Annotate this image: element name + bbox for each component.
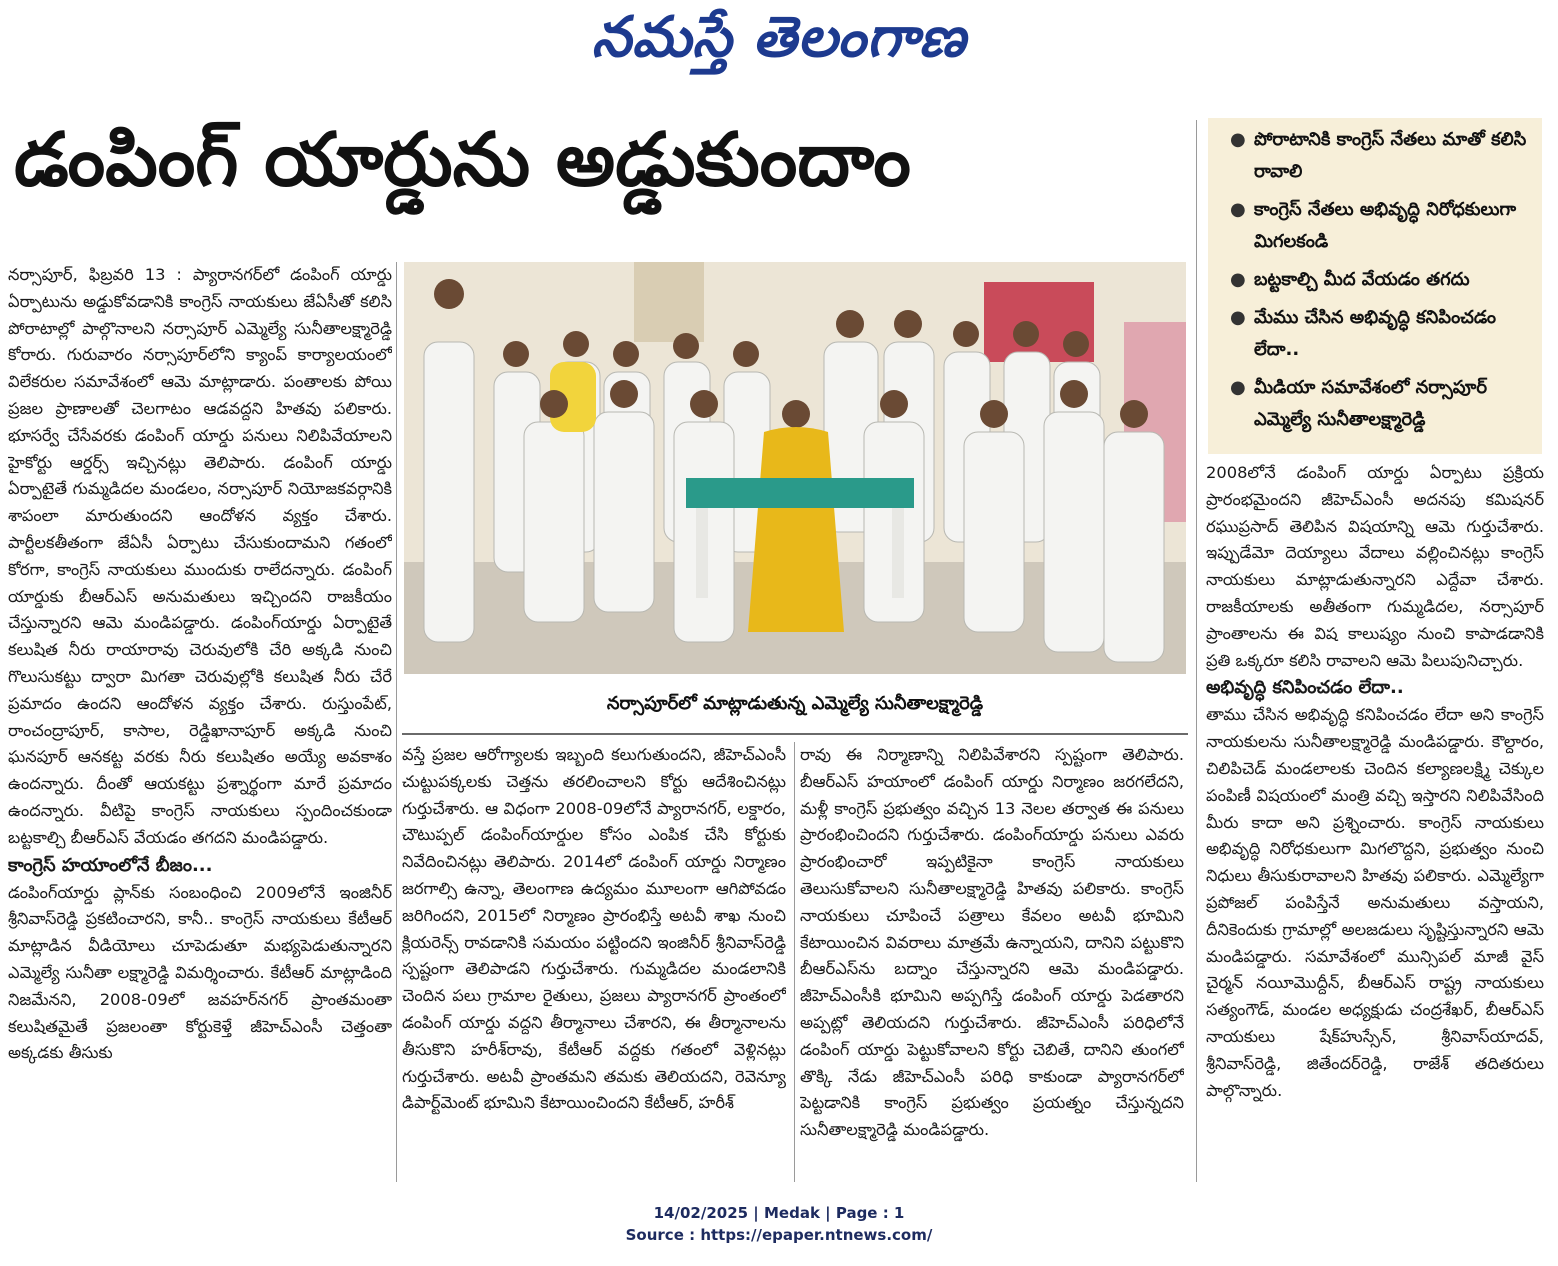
highlight-item: ● కాంగ్రెస్ నేతలు అభివృద్ధి నిరోధకులుగా మిగలకండి [1224, 194, 1532, 258]
article-column-2 [402, 742, 786, 1182]
masthead-logo: నమస్తే తెలంగాణ [591, 4, 967, 70]
highlights-box [1208, 118, 1542, 454]
bullet-icon: ● [1230, 129, 1246, 150]
footer-date-edition: 14/02/2025 | Medak | Page : 1 [653, 1204, 905, 1222]
column-divider [396, 262, 397, 1182]
highlight-item: ● బట్టకాల్చి మీద వేయడం తగదు [1224, 264, 1532, 296]
highlights-list [1224, 124, 1532, 436]
column-divider [794, 742, 795, 1182]
news-photo [404, 262, 1186, 674]
bullet-icon: ● [1230, 307, 1246, 328]
group-photo-illustration [404, 262, 1186, 674]
subheading: కాంగ్రెస్ హయాంలోనే బీజం... [8, 854, 213, 876]
highlight-item: ● మేము చేసిన అభివృద్ధి కనిపించడం లేదా.. [1224, 302, 1532, 366]
subheading: అభివృద్ధి కనిపించడం లేదా.. [1206, 677, 1404, 699]
bullet-icon: ● [1230, 377, 1246, 398]
article-column-4 [1206, 460, 1544, 1182]
article-paragraph: వస్తే ప్రజల ఆరోగ్యాలకు ఇబ్బంది కలుగుతుందని, జీహెచ్‌ఎంసీ చుట్టుపక్కలకు చెత్తను తరలించాలని కోర్టు ఆదేశించినట్లు గుర్తుచేశారు. ఆ విధంగా 2008-09లోనే ప్యారానగర్, లక్డారం, చౌటుప్పల్ డంపింగ్‌యార్డుల కోసం ఎంపిక చేసి కోర్టుకు నివేదించినట్లు తెలిపారు. 2014లో డంపింగ్ యార్డు నిర్మాణం జరగాల్సి ఉన్నా, తెలంగాణ ఉద్యమం మూలంగా ఆగిపోవడం జరిగిందని, 2015లో నిర్మాణం ప్రారంభిస్తే అటవీ శాఖ నుంచి క్లియరెన్స్ రావడానికి సమయం పట్టిందని ఇంజినీర్ శ్రీనివాస్‌రెడ్డి స్పష్టంగా తెలిపాడని గుర్తుచేశారు. గుమ్మడిదల మండలానికి చెందిన పలు గ్రామాల రైతులు, ప్రజలు ప్యారానగర్ ప్రాంతంలో డంపింగ్ యార్డు వద్దని తీర్మానాలు చేశారని, ఈ తీర్మానాలను తీసుకొని హరీశ్‌రావు, కేటీఆర్ వద్దకు గతంలో వెళ్లినట్లు గుర్తుచేశారు. అటవీ ప్రాంతమని తమకు తెలియదని, రెవెన్యూ డిపార్ట్‌మెంట్ భూమిని కేటాయించిందని కేటీఆర్, హరీశ్ [402, 745, 786, 1113]
caption-divider [402, 733, 1188, 735]
article-column-1 [8, 262, 392, 1182]
photo-caption: నర్సాపూర్‌లో మాట్లాడుతున్న ఎమ్మెల్యే సునీతాలక్ష్మారెడ్డి [606, 693, 984, 714]
column-divider [1196, 120, 1197, 1182]
article-paragraph: తాము చేసిన అభివృద్ధి కనిపించడం లేదా అని కాంగ్రెస్ నాయకులను సునీతాలక్ష్మారెడ్డి మండిపడ్డారు. కౌల్దారం, చిలిపిచెడ్ మండలాలకు చెందిన కల్యాణలక్ష్మి చెక్కుల పంపిణీ విషయంలో మంత్రి వచ్చి ఇస్తారని నిలిపివేసింది మీరు కాదా అని ప్రశ్నించారు. కాంగ్రెస్ నాయకులు అభివృద్ధి నిరోధకులుగా మిగలొద్దని, ప్రభుత్వం నుంచి నిధులు తీసుకురావాలని హితవు పలికారు. ఎమ్మెల్యేగా ప్రపోజల్ పంపిస్తేనే అనుమతులు వస్తాయని, దీనికెందుకు గ్రామాల్లో అలజడులు సృష్టిస్తున్నారని ఆమె మండిపడ్డారు. సమావేశంలో మున్సిపల్ మాజీ వైస్ చైర్మన్ నయీమొద్దీన్, బీఆర్ఎస్ రాష్ట్ర నాయకులు సత్యంగౌడ్, మండల అధ్యక్షుడు చంద్రశేఖర్, బీఆర్ఎస్ నాయకులు షేక్‌హుస్సేన్, శ్రీనివాస్‌యాదవ్, శ్రీనివాస్‌రెడ్డి, జితేందర్‌రెడ్డి, రాజేశ్ తదితరులు పాల్గొన్నారు. [1206, 705, 1544, 1100]
article-paragraph: 2008లోనే డంపింగ్ యార్డు ఏర్పాటు ప్రక్రియ ప్రారంభమైందని జీహెచ్‌ఎంసీ అదనపు కమిషనర్ రఘుప్రసాద్ తెలిపిన విషయాన్ని ఆమె గుర్తుచేశారు. ఇప్పుడేమో దెయ్యాలు వేదాలు వల్లించినట్లు కాంగ్రెస్ నాయకులు మాట్లాడుతున్నారని ఎద్దేవా చేశారు. రాజకీయాలకు అతీతంగా గుమ్మడిదల, నర్సాపూర్ ప్రాంతాలను ఈ విష కాలుష్యం నుంచి కాపాడడానికి ప్రతి ఒక్కరూ కలిసి రావాలని ఆమె పిలుపునిచ్చారు. [1206, 463, 1544, 670]
bullet-icon: ● [1230, 269, 1246, 290]
bullet-icon: ● [1230, 199, 1246, 220]
article-paragraph: డంపింగ్‌యార్డు ప్లాన్‌కు సంబంధించి 2009లోనే ఇంజినీర్ శ్రీనివాస్‌రెడ్డి ప్రకటించారని, కానీ.. కాంగ్రెస్ నాయకులు కేటీఆర్ మాట్లాడిన వీడియోలు చూపెడుతూ మభ్యపెడుతున్నారని ఎమ్మెల్యే సునీతా లక్ష్మారెడ్డి విమర్శించారు. కేటీఆర్ మాట్లాడింది నిజమేనని, 2008-09లో జవహర్‌నగర్ ప్రాంతమంతా కలుషితమైతే ప్రజలంతా కోర్టుకెళ్తే జీహెచ్‌ఎంసీ చెత్తంతా అక్కడకు తీసుకు [8, 882, 392, 1063]
headline: డంపింగ్ యార్డును అడ్డుకుందాం [14, 117, 911, 203]
article-column-3 [800, 742, 1184, 1182]
article-paragraph: రావు ఈ నిర్మాణాన్ని నిలిపివేశారని స్పష్టంగా తెలిపారు. బీఆర్ఎస్ హయాంలో డంపింగ్ యార్డు నిర్మాణం జరగలేదని, మళ్లీ కాంగ్రెస్ ప్రభుత్వం వచ్చిన 13 నెలల తర్వాత ఈ పనులు ప్రారంభించిందని గుర్తుచేశారు. డంపింగ్‌యార్డు పనులు ఎవరు ప్రారంభించారో ఇప్పటికైనా కాంగ్రెస్ నాయకులు తెలుసుకోవాలని సునీతాలక్ష్మారెడ్డి హితవు పలికారు. కాంగ్రెస్ నాయకులు చూపించే పత్రాలు కేవలం అటవీ భూమిని కేటాయించిన వివరాలు మాత్రమే ఉన్నాయని, దానిని పట్టుకొని బీఆర్ఎస్‌ను బద్నాం చేస్తున్నారని ఆమె మండిపడ్డారు. జీహెచ్‌ఎంసీకి భూమిని అప్పగిస్తే డంపింగ్ యార్డు పెడతారని అప్పట్లో తెలియదని గుర్తుచేశారు. జీహెచ్‌ఎంసీ పరిధిలోనే డంపింగ్ యార్డు పెట్టుకోవాలని కోర్టు చెబితే, దానిని తుంగలో తొక్కి నేడు జీహెచ్‌ఎంసీ పరిధి కాకుండా ప్యారానగర్‌లో పెట్టడానికి కాంగ్రెస్ ప్రభుత్వం ప్రయత్నం చేస్తున్నదని సునీతాలక్ష్మారెడ్డి మండిపడ్డారు. [800, 745, 1184, 1140]
article-paragraph: నర్సాపూర్, ఫిబ్రవరి 13 : ప్యారానగర్‌లో డంపింగ్ యార్డు ఏర్పాటును అడ్డుకోవడానికి కాంగ్రెస్ నాయకులు జేఏసీతో కలిసి పోరాటాల్లో పాల్గొనాలని నర్సాపూర్ ఎమ్మెల్యే సునీతాలక్ష్మారెడ్డి కోరారు. గురువారం నర్సాపూర్‌లోని క్యాంప్ కార్యాలయంలో విలేకరుల సమావేశంలో ఆమె మాట్లాడారు. పంతాలకు పోయి ప్రజల ప్రాణాలతో చెలగాటం ఆడవద్దని హితవు పలికారు. భూసర్వే చేసేవరకు డంపింగ్ యార్డు పనులు నిలిపివేయాలని హైకోర్టు ఆర్డర్స్ ఇచ్చినట్లు తెలిపారు. డంపింగ్ యార్డు ఏర్పాటైతే గుమ్మడిదల మండలం, నర్సాపూర్ నియోజకవర్గానికి శాపంలా మారుతుందని ఆందోళన వ్యక్తం చేశారు. పార్టీలకతీతంగా జేఏసీ ఏర్పాటు చేసుకుందామని గతంలో కోరగా, కాంగ్రెస్ నాయకులు ముందుకు రాలేదన్నారు. డంపింగ్ యార్డుకు బీఆర్ఎస్ అనుమతులు ఇచ్చిందని రాజకీయం చేస్తున్నారని ఆమె మండిపడ్డారు. డంపింగ్‌యార్డు ఏర్పాటైతే కలుషిత నీరు రాయారావు చెరువులోకి చేరి అక్కడి నుంచి గొలుసుకట్టు ద్వారా మిగతా చెరువుల్లోకి కలుషిత నీరు చేరే ప్రమాదం ఉందని ఆందోళన వ్యక్తం చేశారు. రుస్తుంపేట్, రాంచంద్రాపూర్, కాసాల, రెడ్డిఖానాపూర్ అక్కడి నుంచి ఘనపూర్ ఆనకట్ట వరకు నీరు కలుషితం అయ్యే అవకాశం ఉందన్నారు. దీంతో ఆయకట్టు ప్రశ్నార్థంగా మారే ప్రమాదం ఉందన్నారు. వీటిపై కాంగ్రెస్ నాయకులు స్పందించకుండా బట్టకాల్చి బీఆర్ఎస్ వేయడం తగదని మండిపడ్డారు. [8, 265, 392, 847]
highlight-item: ● మీడియా సమావేశంలో నర్సాపూర్ ఎమ్మెల్యే సునీతాలక్ష్మారెడ్డి [1224, 372, 1532, 436]
footer-source-link[interactable]: Source : https://epaper.ntnews.com/ [625, 1226, 933, 1244]
highlight-item: ● పోరాటానికి కాంగ్రెస్ నేతలు మాతో కలిసి రావాలి [1224, 124, 1532, 188]
